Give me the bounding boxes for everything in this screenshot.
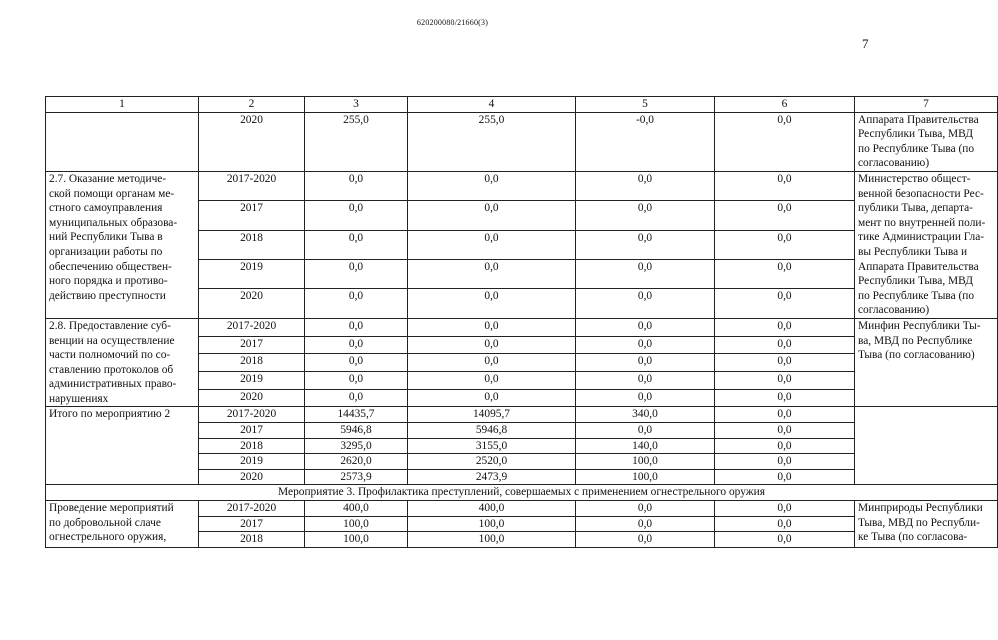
republic-budget-cell: 0,0	[408, 260, 576, 289]
municipal-budget-cell: 0,0	[715, 260, 855, 289]
activity-description-line: 2.7. Оказание методиче-	[49, 172, 167, 185]
federal-budget-cell: 100,0	[576, 454, 715, 470]
federal-budget-cell: 0,0	[576, 201, 715, 230]
republic-budget-cell: 0,0	[408, 318, 576, 336]
responsible-executors-line: Тыва, МВД по Республи-	[858, 516, 980, 529]
responsible-executors-line: публики Тыва, департа-	[858, 202, 973, 215]
republic-budget-cell: 0,0	[408, 171, 576, 200]
total-cell: 2620,0	[305, 454, 408, 470]
total-cell: 400,0	[305, 501, 408, 517]
total-cell: 2573,9	[305, 469, 408, 485]
republic-budget-cell: 0,0	[408, 201, 576, 230]
activity-description	[46, 171, 199, 318]
municipal-budget-cell: 0,0	[715, 318, 855, 336]
year-cell: 2018	[199, 532, 305, 548]
total-cell: 100,0	[305, 516, 408, 532]
total-cell: 0,0	[305, 336, 408, 354]
year-cell: 2019	[199, 260, 305, 289]
federal-budget-cell: 0,0	[576, 289, 715, 318]
responsible-executors-line: Министерство общест-	[858, 172, 971, 185]
republic-budget-cell: 400,0	[408, 501, 576, 517]
column-header: 4	[408, 97, 576, 113]
year-cell: 2017-2020	[199, 501, 305, 517]
year-cell: 2020	[199, 389, 305, 407]
year-cell: 2018	[199, 438, 305, 454]
federal-budget-cell: 0,0	[576, 423, 715, 439]
municipal-budget-cell: 0,0	[715, 201, 855, 230]
column-header: 5	[576, 97, 715, 113]
federal-budget-cell: 0,0	[576, 336, 715, 354]
responsible-executors-line: Республики Тыва, МВД	[858, 275, 974, 288]
column-header: 1	[46, 97, 199, 113]
total-cell: 0,0	[305, 372, 408, 390]
year-cell: 2020	[199, 289, 305, 318]
year-cell: 2018	[199, 230, 305, 259]
activity-description-line: ного порядка и противо-	[49, 275, 168, 288]
activity-description-line: ставлению протоколов об	[49, 363, 174, 376]
responsible-executors-line: по Республике Тыва (по	[858, 142, 975, 155]
table-header-row	[46, 97, 998, 113]
responsible-executors	[855, 318, 998, 407]
municipal-budget-cell: 0,0	[715, 438, 855, 454]
federal-budget-cell: 340,0	[576, 407, 715, 423]
republic-budget-cell: 100,0	[408, 532, 576, 548]
activity-description	[46, 501, 199, 548]
total-cell: 0,0	[305, 201, 408, 230]
page-number: 7	[862, 36, 869, 51]
table-row	[46, 407, 998, 423]
republic-budget-cell: 100,0	[408, 516, 576, 532]
responsible-executors-line: мент по внутренней поли-	[858, 216, 986, 229]
republic-budget-cell: 0,0	[408, 289, 576, 318]
total-cell: 0,0	[305, 354, 408, 372]
responsible-executors-line: ва, МВД по Республике	[858, 334, 973, 347]
municipal-budget-cell: 0,0	[715, 389, 855, 407]
republic-budget-cell: 5946,8	[408, 423, 576, 439]
activity-description-line: части полномочий по со-	[49, 349, 171, 362]
federal-budget-cell: 0,0	[576, 171, 715, 200]
responsible-executors	[855, 112, 998, 171]
municipal-budget-cell: 0,0	[715, 516, 855, 532]
municipal-budget-cell: 0,0	[715, 532, 855, 548]
federal-budget-cell: 0,0	[576, 354, 715, 372]
federal-budget-cell: 0,0	[576, 318, 715, 336]
total-cell: 14435,7	[305, 407, 408, 423]
activity-description	[46, 112, 199, 171]
republic-budget-cell: 0,0	[408, 230, 576, 259]
municipal-budget-cell: 0,0	[715, 407, 855, 423]
responsible-executors	[855, 171, 998, 318]
activity-description-line: нарушениях	[49, 392, 109, 405]
table-row	[46, 171, 998, 200]
activity-description-line: организации работы по	[49, 245, 163, 258]
total-cell: 0,0	[305, 171, 408, 200]
total-cell: 3295,0	[305, 438, 408, 454]
municipal-budget-cell: 0,0	[715, 112, 855, 171]
republic-budget-cell: 3155,0	[408, 438, 576, 454]
year-cell: 2019	[199, 372, 305, 390]
section-title-row	[46, 485, 998, 501]
federal-budget-cell: -0,0	[576, 112, 715, 171]
responsible-executors-line: Минприроды Республики	[858, 502, 983, 515]
total-cell: 100,0	[305, 532, 408, 548]
activity-description-line: венции на осуществление	[49, 334, 175, 347]
federal-budget-cell: 0,0	[576, 516, 715, 532]
activity-description-line: обеспечению обществен-	[49, 260, 172, 273]
column-header: 7	[855, 97, 998, 113]
responsible-executors-line: Аппарата Правительства	[858, 260, 979, 273]
republic-budget-cell: 255,0	[408, 112, 576, 171]
republic-budget-cell: 2473,9	[408, 469, 576, 485]
responsible-executors-line: согласованию)	[858, 304, 930, 317]
responsible-executors-line: вы Республики Тыва и	[858, 245, 968, 258]
responsible-executors-line: ке Тыва (по согласова-	[858, 531, 968, 544]
total-cell: 255,0	[305, 112, 408, 171]
republic-budget-cell: 14095,7	[408, 407, 576, 423]
year-cell: 2017	[199, 201, 305, 230]
year-cell: 2020	[199, 469, 305, 485]
year-cell: 2017	[199, 423, 305, 439]
responsible-executors-line: Минфин Республики Ты-	[858, 319, 981, 332]
activity-description-line: ской помощи органам ме-	[49, 187, 175, 200]
federal-budget-cell: 0,0	[576, 260, 715, 289]
activity-description-line: Проведение мероприятий	[49, 502, 174, 515]
responsible-executors	[855, 407, 998, 485]
year-cell: 2017-2020	[199, 318, 305, 336]
municipal-budget-cell: 0,0	[715, 354, 855, 372]
total-cell: 5946,8	[305, 423, 408, 439]
column-header: 3	[305, 97, 408, 113]
republic-budget-cell: 0,0	[408, 354, 576, 372]
activity-description-line: действию преступности	[49, 289, 166, 302]
municipal-budget-cell: 0,0	[715, 372, 855, 390]
total-cell: 0,0	[305, 389, 408, 407]
responsible-executors-line: Республики Тыва, МВД	[858, 128, 974, 141]
activity-description-line: по добровольной слаче	[49, 516, 161, 529]
year-cell: 2017-2020	[199, 407, 305, 423]
activity-description-line: 2.8. Предоставление суб-	[49, 319, 171, 332]
responsible-executors	[855, 501, 998, 548]
document-id: 620200080/21660(3)	[416, 18, 489, 27]
republic-budget-cell: 0,0	[408, 372, 576, 390]
year-cell: 2017-2020	[199, 171, 305, 200]
total-cell: 0,0	[305, 318, 408, 336]
responsible-executors-line: венной безопасности Рес-	[858, 187, 984, 200]
responsible-executors-line: согласованию)	[858, 157, 930, 170]
activity-description-line: административных право-	[49, 378, 177, 391]
activity-description	[46, 407, 199, 485]
responsible-executors-line: по Республике Тыва (по	[858, 289, 975, 302]
year-cell: 2020	[199, 112, 305, 171]
total-cell: 0,0	[305, 230, 408, 259]
year-cell: 2017	[199, 516, 305, 532]
year-cell: 2017	[199, 336, 305, 354]
table-row	[46, 501, 998, 517]
column-header: 2	[199, 97, 305, 113]
activity-description-line: муниципальных образова-	[49, 216, 178, 229]
activity-description-line: стного самоуправления	[49, 202, 163, 215]
activity-description-line: ний Республики Тыва в	[49, 231, 163, 244]
republic-budget-cell: 0,0	[408, 389, 576, 407]
responsible-executors-line: тике Администрации Гла-	[858, 231, 985, 244]
year-cell: 2018	[199, 354, 305, 372]
activity-description-line: огнестрельного оружия,	[49, 531, 167, 544]
republic-budget-cell: 2520,0	[408, 454, 576, 470]
federal-budget-cell: 0,0	[576, 372, 715, 390]
municipal-budget-cell: 0,0	[715, 501, 855, 517]
responsible-executors-line: Тыва (по согласованию)	[858, 349, 975, 362]
municipal-budget-cell: 0,0	[715, 230, 855, 259]
year-cell: 2019	[199, 454, 305, 470]
column-header: 6	[715, 97, 855, 113]
federal-budget-cell: 140,0	[576, 438, 715, 454]
municipal-budget-cell: 0,0	[715, 171, 855, 200]
federal-budget-cell: 0,0	[576, 389, 715, 407]
municipal-budget-cell: 0,0	[715, 454, 855, 470]
federal-budget-cell: 0,0	[576, 532, 715, 548]
activity-description	[46, 318, 199, 407]
section-3-title: Мероприятие 3. Профилактика преступлений, совершаемых с применением огнестрельного оружия	[46, 485, 998, 501]
municipal-budget-cell: 0,0	[715, 469, 855, 485]
table-row	[46, 112, 998, 171]
activity-description-line: Итого по мероприятию 2	[49, 408, 171, 421]
federal-budget-cell: 0,0	[576, 501, 715, 517]
municipal-budget-cell: 0,0	[715, 423, 855, 439]
responsible-executors-line: Аппарата Правительства	[858, 113, 979, 126]
federal-budget-cell: 100,0	[576, 469, 715, 485]
municipal-budget-cell: 0,0	[715, 336, 855, 354]
total-cell: 0,0	[305, 260, 408, 289]
budget-table	[45, 96, 998, 548]
municipal-budget-cell: 0,0	[715, 289, 855, 318]
total-cell: 0,0	[305, 289, 408, 318]
table-row	[46, 318, 998, 336]
federal-budget-cell: 0,0	[576, 230, 715, 259]
republic-budget-cell: 0,0	[408, 336, 576, 354]
